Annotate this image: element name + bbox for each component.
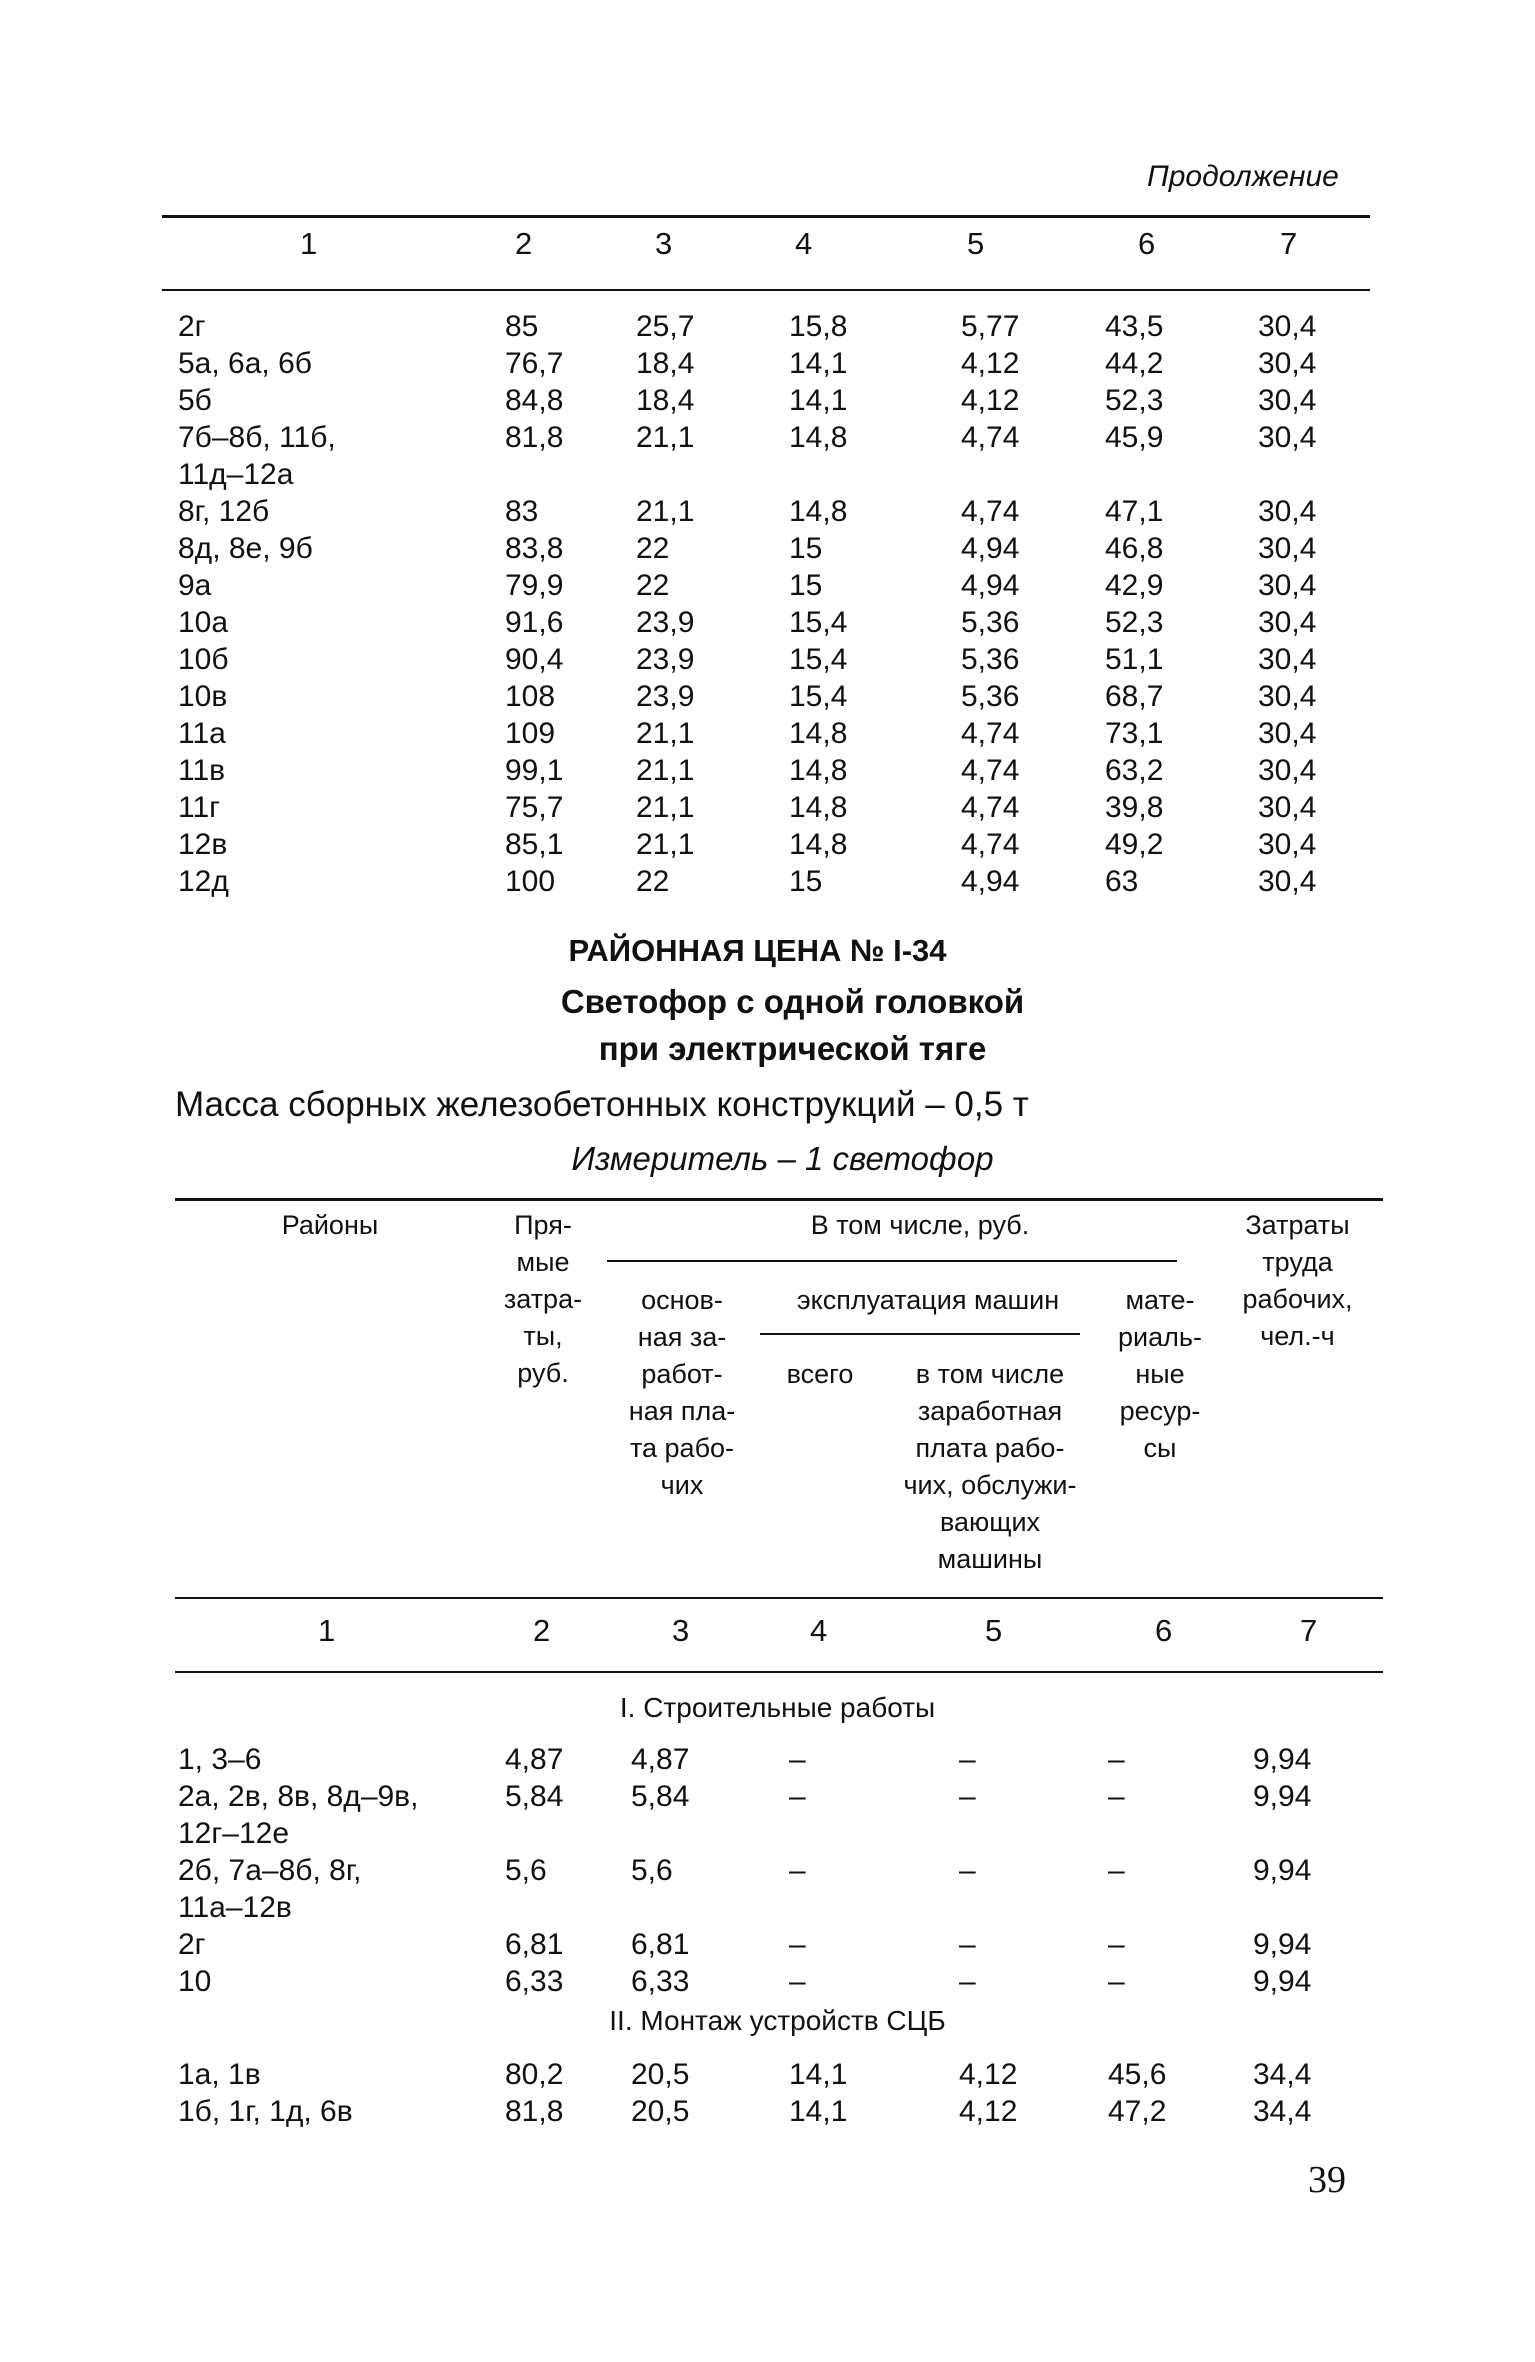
table-cell: 6,81 <box>631 1928 690 1961</box>
table-cell: 23,9 <box>636 606 695 639</box>
table-cell: 39,8 <box>1105 791 1164 824</box>
table-cell: – <box>789 1743 806 1776</box>
table-cell: 81,8 <box>505 2095 564 2128</box>
table-cell: – <box>1108 1743 1125 1776</box>
table-cell: 4,74 <box>961 495 1020 528</box>
table-cell: 2а, 2в, 8в, 8д–9в, <box>178 1780 419 1813</box>
table-cell: 12в <box>178 828 228 861</box>
table2-including-rule <box>607 1260 1177 1262</box>
table-cell: 30,4 <box>1258 495 1317 528</box>
table-cell: 83 <box>505 495 539 528</box>
table-cell: 73,1 <box>1105 717 1164 750</box>
table-row <box>0 863 1535 900</box>
table-cell: 2г <box>178 1928 206 1961</box>
table-cell: 4,74 <box>961 717 1020 750</box>
table-cell: – <box>1108 1965 1125 1998</box>
section2-title: II. Монтаж устройств СЦБ <box>609 2005 946 2036</box>
table-row <box>0 715 1535 752</box>
table-cell: 21,1 <box>636 495 695 528</box>
table-cell: – <box>959 1965 976 1998</box>
table-cell: 43,5 <box>1105 310 1164 343</box>
table-cell: 91,6 <box>505 606 564 639</box>
table-cell: 80,2 <box>505 2058 564 2091</box>
table2-col-machine-wage <box>880 1356 1100 1578</box>
table-cell: 34,4 <box>1253 2095 1312 2128</box>
table-cell: 108 <box>505 680 556 713</box>
table-cell: 5,36 <box>961 643 1020 676</box>
table-cell: 4,74 <box>961 421 1020 454</box>
table-cell: 15,4 <box>789 643 848 676</box>
table-cell: 11а–12в <box>178 1891 292 1924</box>
machine-wage-line: машины <box>937 1544 1043 1574</box>
table-cell: 6,33 <box>631 1965 690 1998</box>
table-cell: 85,1 <box>505 828 564 861</box>
section1-title: I. Строительные работы <box>619 1692 936 1723</box>
table-cell: 99,1 <box>505 754 564 787</box>
table-row <box>0 382 1535 419</box>
table-cell: 9,94 <box>1253 1780 1312 1813</box>
table1-header-col2: 2 <box>515 226 533 261</box>
table-cell: 8д, 8е, 9б <box>178 532 313 565</box>
table-cell: 22 <box>636 569 670 602</box>
table2-col-including: В том числе, руб. <box>810 1210 1030 1240</box>
materials-line: мате- <box>1125 1285 1195 1315</box>
table-cell: 30,4 <box>1258 421 1317 454</box>
table-cell: 90,4 <box>505 643 564 676</box>
table-cell: 47,2 <box>1108 2095 1167 2128</box>
table-cell: 79,9 <box>505 569 564 602</box>
table2-num-col6: 6 <box>1155 1613 1173 1648</box>
table-cell: 30,4 <box>1258 754 1317 787</box>
table-cell: 4,12 <box>959 2058 1018 2091</box>
table-cell: 63,2 <box>1105 754 1164 787</box>
table1-header-rule <box>162 289 1370 291</box>
table-cell: 5б <box>178 384 212 417</box>
base-wage-line: ная за- <box>637 1322 727 1352</box>
table-cell: – <box>959 1854 976 1887</box>
table-cell: 2б, 7а–8б, 8г, <box>178 1854 362 1887</box>
table1-header-col6: 6 <box>1138 226 1156 261</box>
table1-header-col5: 5 <box>967 226 985 261</box>
table-row <box>0 641 1535 678</box>
table-cell: – <box>789 1780 806 1813</box>
table-cell: 5,36 <box>961 606 1020 639</box>
machine-wage-line: в том числе <box>915 1359 1065 1389</box>
table-cell: – <box>1108 1854 1125 1887</box>
table-cell: 4,12 <box>959 2095 1018 2128</box>
table-cell: 30,4 <box>1258 717 1317 750</box>
table-cell: 5,84 <box>505 1780 564 1813</box>
table-row <box>0 1815 1535 1852</box>
table-cell: 12г–12е <box>178 1817 290 1850</box>
table2-number-rule <box>175 1671 1383 1673</box>
price-heading: РАЙОННАЯ ЦЕНА № I-34 <box>568 933 947 968</box>
table-cell: 18,4 <box>636 347 695 380</box>
table-cell: 23,9 <box>636 643 695 676</box>
table1-header-col7: 7 <box>1280 226 1298 261</box>
table-cell: 4,12 <box>961 384 1020 417</box>
table-cell: 9,94 <box>1253 1743 1312 1776</box>
table-cell: 5,84 <box>631 1780 690 1813</box>
direct-costs-line: затра- <box>503 1284 583 1314</box>
table-cell: 20,5 <box>631 2095 690 2128</box>
table-cell: 10в <box>178 680 228 713</box>
base-wage-line: ная пла- <box>628 1396 736 1426</box>
materials-line: сы <box>1143 1433 1177 1463</box>
table-cell: 30,4 <box>1258 865 1317 898</box>
table2-col-direct-costs <box>488 1207 598 1392</box>
table2-col-total: всего <box>786 1359 854 1389</box>
base-wage-line: работ- <box>641 1359 723 1389</box>
table-cell: 14,1 <box>789 347 848 380</box>
base-wage-line: чих <box>660 1470 704 1500</box>
table-cell: 14,1 <box>789 384 848 417</box>
table-cell: 4,74 <box>961 828 1020 861</box>
table-cell: 100 <box>505 865 556 898</box>
table-cell: 9,94 <box>1253 1928 1312 1961</box>
table2-header-rule <box>175 1597 1383 1599</box>
table-row <box>0 2056 1535 2093</box>
table-row <box>0 1741 1535 1778</box>
table-cell: 30,4 <box>1258 384 1317 417</box>
table-cell: 81,8 <box>505 421 564 454</box>
table-cell: 30,4 <box>1258 347 1317 380</box>
labor-line: чел.-ч <box>1260 1321 1335 1351</box>
direct-costs-line: Пря- <box>514 1210 572 1240</box>
table-cell: 52,3 <box>1105 606 1164 639</box>
table-cell: 23,9 <box>636 680 695 713</box>
table-cell: 46,8 <box>1105 532 1164 565</box>
table-cell: 14,1 <box>789 2058 848 2091</box>
table1-header-col3: 3 <box>655 226 673 261</box>
table-cell: 30,4 <box>1258 310 1317 343</box>
page-number: 39 <box>1308 2159 1346 2201</box>
table2-col-districts: Районы <box>281 1210 379 1240</box>
table-cell: 15 <box>789 865 823 898</box>
table-cell: 75,7 <box>505 791 564 824</box>
table-cell: 6,81 <box>505 1928 564 1961</box>
table-cell: 30,4 <box>1258 828 1317 861</box>
materials-line: ресур- <box>1119 1396 1201 1426</box>
table-cell: 30,4 <box>1258 643 1317 676</box>
labor-line: труда <box>1262 1247 1333 1277</box>
table-cell: 4,74 <box>961 791 1020 824</box>
table-cell: 51,1 <box>1105 643 1164 676</box>
table2-col-base-wage <box>612 1282 752 1504</box>
table-cell: 4,74 <box>961 754 1020 787</box>
table-row <box>0 678 1535 715</box>
table-row <box>0 826 1535 863</box>
table-row <box>0 456 1535 493</box>
table-cell: 21,1 <box>636 828 695 861</box>
table-cell: 4,87 <box>631 1743 690 1776</box>
mass-line: Масса сборных железобетонных конструкций – 0,5 т <box>175 1085 1029 1124</box>
table-cell: 30,4 <box>1258 606 1317 639</box>
labor-line: рабочих, <box>1242 1284 1353 1314</box>
table-cell: 5а, 6а, 6б <box>178 347 312 380</box>
table-cell: 45,9 <box>1105 421 1164 454</box>
table-cell: 11д–12а <box>178 458 294 491</box>
table-cell: 84,8 <box>505 384 564 417</box>
machine-wage-line: чих, обслужи- <box>903 1470 1077 1500</box>
title-line1: Светофор с одной головкой <box>560 983 1025 1020</box>
table2-num-col2: 2 <box>533 1613 551 1648</box>
materials-line: ные <box>1135 1359 1185 1389</box>
table-row <box>0 1963 1535 2000</box>
table-row <box>0 604 1535 641</box>
table-cell: 12д <box>178 865 229 898</box>
machine-wage-line: вающих <box>939 1507 1041 1537</box>
table-cell: 21,1 <box>636 791 695 824</box>
table2-num-col5: 5 <box>985 1613 1003 1648</box>
table-cell: 14,8 <box>789 754 848 787</box>
table-cell: 5,6 <box>631 1854 673 1887</box>
table-cell: 22 <box>636 865 670 898</box>
table1-header-col1: 1 <box>300 226 318 261</box>
table-row <box>0 345 1535 382</box>
table-cell: 21,1 <box>636 717 695 750</box>
table-cell: 9а <box>178 569 212 602</box>
table-row <box>0 1778 1535 1815</box>
table-cell: – <box>1108 1780 1125 1813</box>
table2-num-col4: 4 <box>810 1613 828 1648</box>
table-cell: 15 <box>789 532 823 565</box>
table-cell: 2г <box>178 310 206 343</box>
table-cell: 11г <box>178 791 221 824</box>
table-row <box>0 752 1535 789</box>
table-cell: 4,94 <box>961 532 1020 565</box>
table-cell: 21,1 <box>636 421 695 454</box>
table-cell: 47,1 <box>1105 495 1164 528</box>
table-row <box>0 1926 1535 1963</box>
table2-machines-rule <box>760 1333 1080 1335</box>
table-cell: – <box>1108 1928 1125 1961</box>
table-cell: 15 <box>789 569 823 602</box>
table-cell: 14,8 <box>789 828 848 861</box>
table-cell: 30,4 <box>1258 680 1317 713</box>
table-cell: 34,4 <box>1253 2058 1312 2091</box>
direct-costs-line: ты, <box>523 1321 563 1351</box>
direct-costs-line: мые <box>516 1247 570 1277</box>
table-cell: 5,6 <box>505 1854 547 1887</box>
table-cell: 20,5 <box>631 2058 690 2091</box>
table2-number-row <box>0 1613 1535 1650</box>
table2-num-col7: 7 <box>1300 1613 1318 1648</box>
table-cell: – <box>789 1928 806 1961</box>
table-cell: 1б, 1г, 1д, 6в <box>178 2095 353 2128</box>
machine-wage-line: плата рабо- <box>915 1433 1065 1463</box>
table-cell: – <box>789 1854 806 1887</box>
table-cell: 8г, 12б <box>178 495 270 528</box>
title-line2: при электрической тяге <box>598 1030 987 1067</box>
table-cell: – <box>789 1965 806 1998</box>
table-cell: 4,87 <box>505 1743 564 1776</box>
table-cell: 14,8 <box>789 495 848 528</box>
materials-line: риаль- <box>1118 1322 1202 1352</box>
measure-line: Измеритель – 1 светофор <box>571 1140 994 1177</box>
table-cell: 9,94 <box>1253 1854 1312 1887</box>
table1-header-row <box>0 226 1535 263</box>
table-cell: 45,6 <box>1108 2058 1167 2091</box>
direct-costs-line: руб. <box>517 1358 569 1388</box>
table-row <box>0 1889 1535 1926</box>
table-cell: 15,4 <box>789 606 848 639</box>
table-cell: 21,1 <box>636 754 695 787</box>
table-row <box>0 419 1535 456</box>
table-row <box>0 2093 1535 2130</box>
table2-num-col1: 1 <box>318 1613 336 1648</box>
table-cell: 83,8 <box>505 532 564 565</box>
table-cell: 42,9 <box>1105 569 1164 602</box>
table-cell: 109 <box>505 717 556 750</box>
table-cell: 49,2 <box>1105 828 1164 861</box>
table-cell: 7б–8б, 11б, <box>178 421 336 454</box>
table-cell: 5,77 <box>961 310 1020 343</box>
table-cell: 30,4 <box>1258 791 1317 824</box>
table-cell: – <box>959 1743 976 1776</box>
table-cell: 52,3 <box>1105 384 1164 417</box>
table-cell: 22 <box>636 532 670 565</box>
table1-top-rule <box>162 215 1370 218</box>
table2-col-machines: эксплуатация машин <box>796 1285 1060 1315</box>
table-row <box>0 308 1535 345</box>
table-cell: 14,8 <box>789 717 848 750</box>
base-wage-line: основ- <box>641 1285 723 1315</box>
table-cell: 85 <box>505 310 539 343</box>
table-cell: 30,4 <box>1258 569 1317 602</box>
table-cell: 14,1 <box>789 2095 848 2128</box>
table-cell: 6,33 <box>505 1965 564 1998</box>
table2-col-materials <box>1105 1282 1215 1467</box>
table-row <box>0 567 1535 604</box>
table-cell: 14,8 <box>789 791 848 824</box>
table-cell: 1а, 1в <box>178 2058 261 2091</box>
table-cell: 4,94 <box>961 865 1020 898</box>
machine-wage-line: заработная <box>917 1396 1063 1426</box>
table-cell: 5,36 <box>961 680 1020 713</box>
base-wage-line: та рабо- <box>629 1433 735 1463</box>
table-cell: 11в <box>178 754 226 787</box>
table-row <box>0 1852 1535 1889</box>
continuation-label: Продолжение <box>1147 160 1339 193</box>
table1-header-col4: 4 <box>795 226 813 261</box>
table-cell: 10б <box>178 643 229 676</box>
table-row <box>0 530 1535 567</box>
table-cell: 10а <box>178 606 229 639</box>
table-cell: 4,94 <box>961 569 1020 602</box>
table-cell: 44,2 <box>1105 347 1164 380</box>
table-cell: 14,8 <box>789 421 848 454</box>
table-cell: 18,4 <box>636 384 695 417</box>
table-cell: 63 <box>1105 865 1139 898</box>
table-cell: 25,7 <box>636 310 695 343</box>
table-cell: 11а <box>178 717 226 750</box>
table-row <box>0 493 1535 530</box>
table-cell: 15,8 <box>789 310 848 343</box>
table-row <box>0 789 1535 826</box>
table-cell: 4,12 <box>961 347 1020 380</box>
table-cell: 15,4 <box>789 680 848 713</box>
table-cell: 1, 3–6 <box>178 1743 262 1776</box>
table2-top-rule <box>175 1198 1383 1201</box>
table2-num-col3: 3 <box>672 1613 690 1648</box>
table-cell: – <box>959 1928 976 1961</box>
table-cell: – <box>959 1780 976 1813</box>
table2-col-labor <box>1225 1207 1370 1355</box>
table-cell: 9,94 <box>1253 1965 1312 1998</box>
table-cell: 30,4 <box>1258 532 1317 565</box>
labor-line: Затраты <box>1245 1210 1350 1240</box>
table-cell: 68,7 <box>1105 680 1164 713</box>
table-cell: 76,7 <box>505 347 564 380</box>
table-cell: 10 <box>178 1965 212 1998</box>
